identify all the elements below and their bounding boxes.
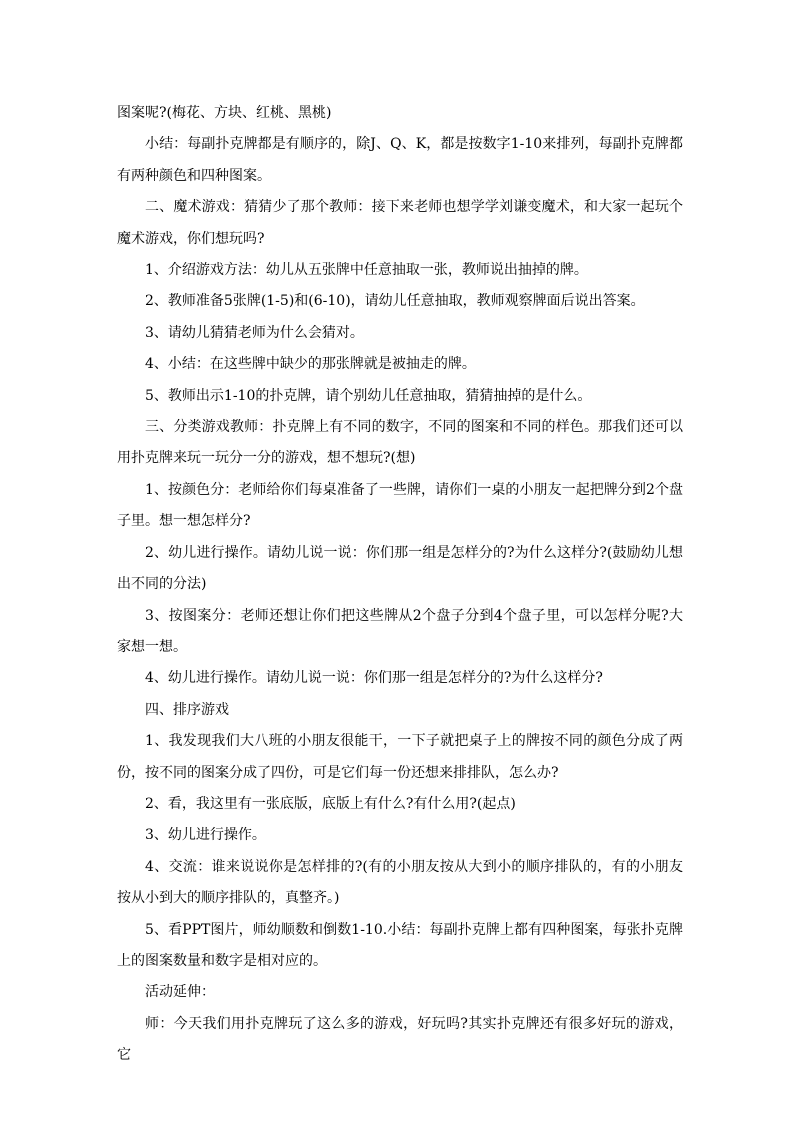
paragraph: 师：今天我们用扑克牌玩了这么多的游戏，好玩吗?其实扑克牌还有很多好玩的游戏，它 bbox=[117, 1015, 683, 1064]
paragraph: 2、教师准备5张牌(1-5)和(6-10)，请幼儿任意抽取，教师观察牌面后说出答案。 bbox=[145, 293, 645, 310]
section-heading-sorting-game: 三、分类游戏教师：扑克牌上有不同的数字，不同的图案和不同的样色。那我们还可以用扑克牌来玩一玩分一分的游戏，想不想玩?(想) bbox=[117, 419, 683, 467]
paragraph: 小结：每副扑克牌都是有顺序的，除J、Q、K，都是按数字1-10来排列，每副扑克牌都有两种颜色和四种图案。 bbox=[117, 136, 683, 184]
paragraph: 3、请幼儿猜猜老师为什么会猜对。 bbox=[145, 324, 364, 341]
document-body bbox=[117, 98, 683, 1072]
paragraph: 1、介绍游戏方法：幼儿从五张牌中任意抽取一张，教师说出抽掉的牌。 bbox=[145, 262, 588, 279]
paragraph: 1、按颜色分：老师给你们每桌准备了一些牌，请你们一桌的小朋友一起把牌分到2个盘子里。想一想怎样分? bbox=[117, 481, 683, 530]
section-heading-extension: 活动延伸： bbox=[145, 984, 215, 1001]
paragraph: 4、交流：谁来说说你是怎样排的?(有的小朋友按从大到小的顺序排队的，有的小朋友按从小到大的顺序排队的，真整齐。) bbox=[117, 858, 683, 907]
paragraph: 4、小结：在这些牌中缺少的那张牌就是被抽走的牌。 bbox=[145, 356, 476, 373]
section-heading-magic-game: 二、魔术游戏：猜猜少了那个教师：接下来老师也想学学刘谦变魔术，和大家一起玩个魔术游戏，你们想玩吗? bbox=[117, 199, 683, 247]
paragraph: 2、看，我这里有一张底版，底版上有什么?有什么用?(起点) bbox=[145, 795, 516, 812]
paragraph: 2、幼儿进行操作。请幼儿说一说：你们那一组是怎样分的?为什么这样分?(鼓励幼儿想出不同的分法) bbox=[117, 544, 683, 593]
paragraph: 4、幼儿进行操作。请幼儿说一说：你们那一组是怎样分的?为什么这样分? bbox=[145, 670, 603, 687]
section-heading-ordering-game: 四、排序游戏 bbox=[145, 701, 229, 718]
paragraph: 图案呢?(梅花、方块、红桃、黑桃) bbox=[117, 105, 332, 121]
paragraph: 5、教师出示1-10的扑克牌，请个别幼儿任意抽取，猜猜抽掉的是什么。 bbox=[145, 387, 592, 404]
paragraph: 3、幼儿进行操作。 bbox=[145, 827, 266, 844]
paragraph: 1、我发现我们大八班的小朋友很能干，一下子就把桌子上的牌按不同的颜色分成了两份，按不同的图案分成了四份，可是它们每一份还想来排排队，怎么办? bbox=[117, 733, 683, 781]
paragraph: 5、看PPT图片，师幼顺数和倒数1-10.小结：每副扑克牌上都有四种图案，每张扑克牌上的图案数量和数字是相对应的。 bbox=[117, 921, 683, 969]
paragraph: 3、按图案分：老师还想让你们把这些牌从2个盘子分到4个盘子里，可以怎样分呢?大家想一想。 bbox=[117, 607, 683, 655]
